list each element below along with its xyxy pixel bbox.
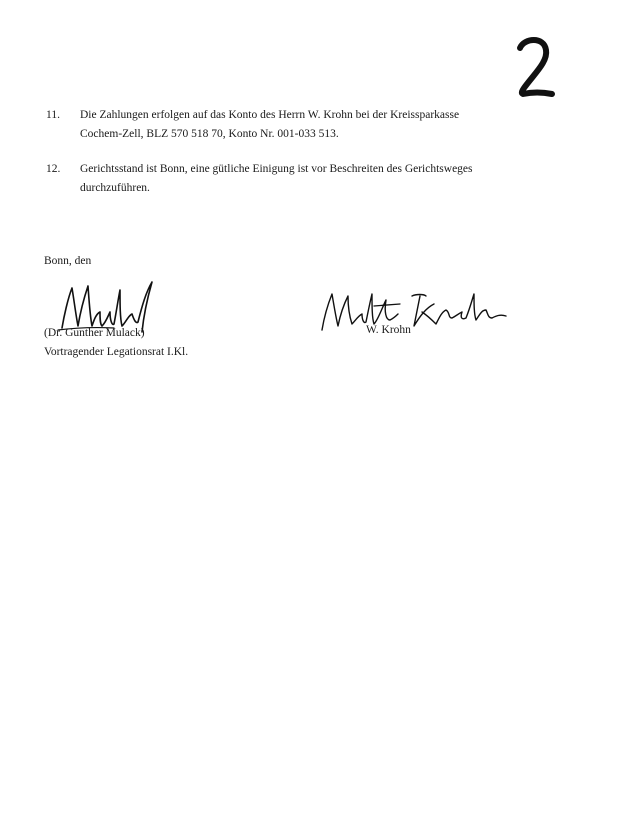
clause-number: 12.	[46, 163, 61, 175]
page-number-handwritten	[510, 34, 560, 100]
clause-line: Gerichtsstand ist Bonn, eine gütliche Einigung ist vor Beschreiten des Gerichtsweges	[80, 163, 473, 175]
clause-number: 11.	[46, 109, 60, 121]
clause-line: Die Zahlungen erfolgen auf das Konto des Herrn W. Krohn bei der Kreissparkasse	[80, 109, 460, 121]
clause-11	[46, 106, 526, 146]
signature-left	[54, 276, 164, 334]
clause-12	[46, 160, 526, 200]
place-date: Bonn, den	[44, 255, 92, 267]
clause-text	[80, 106, 520, 144]
signer-left-title: Vortragender Legationsrat I.Kl.	[44, 346, 189, 358]
signature-right	[316, 286, 512, 336]
handwritten-signature-krohn	[316, 286, 512, 336]
handwritten-number-two	[510, 34, 560, 100]
clause-line: durchzuführen.	[80, 182, 150, 194]
clause-line: Cochem-Zell, BLZ 570 518 70, Konto Nr. 001-033 513.	[80, 128, 339, 140]
clause-text	[80, 160, 520, 198]
signer-right-name: W. Krohn	[366, 324, 411, 336]
signer-left-name: (Dr. Gunther Mulack)	[44, 327, 145, 339]
handwritten-signature-mulack	[54, 276, 164, 334]
